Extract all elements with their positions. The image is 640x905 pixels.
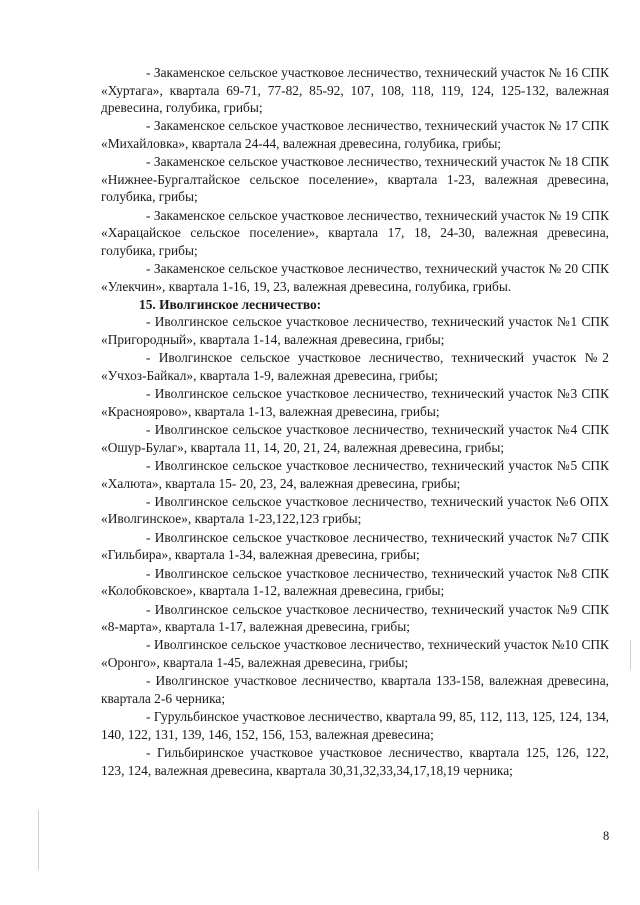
list-item: - Иволгинское сельское участковое лесничество, технический участок №1 СПК «Пригородный», квартала 1-14, валежная древесина, грибы; (101, 314, 609, 347)
list-item: - Иволгинское сельское участковое лесничество, технический участок №4 СПК «Ошур-Булаг», квартала 11, 14, 20, 21, 24, валежная древесина, грибы; (101, 422, 609, 455)
scan-edge-mark (630, 640, 631, 670)
list-item: - Закаменское сельское участковое лесничество, технический участок № 16 СПК «Хуртага», квартала 69-71, 77-82, 85-92, 107, 108, 118, 119, 124, 125-132, валежная древесина, голубика, грибы; (101, 65, 609, 115)
page-number: 8 (603, 829, 610, 843)
list-item: - Иволгинское участковое лесничество, квартала 133-158, валежная древесина, квартала 2-6 черника; (101, 673, 609, 706)
list-item: - Закаменское сельское участковое лесничество, технический участок № 17 СПК «Михайловка», квартала 24-44, валежная древесина, голубика, грибы; (101, 118, 609, 151)
list-item: - Иволгинское сельское участковое лесничество, технический участок №2 «Учхоз-Байкал», квартала 1-9, валежная древесина, грибы; (101, 350, 609, 383)
section-heading: 15. Иволгинское лесничество: (139, 296, 322, 312)
list-item: - Гурульбинское участковое лесничество, квартала 99, 85, 112, 113, 125, 124, 134, 140, 122, 131, 139, 146, 152, 156, 153, валежная древесина; (101, 709, 609, 742)
list-item: - Иволгинское сельское участковое лесничество, технический участок №5 СПК «Халюта», квартала 15- 20, 23, 24, валежная древесина, грибы; (101, 458, 609, 491)
list-item: - Иволгинское сельское участковое лесничество, технический участок №9 СПК «8-марта», квартала 1-17, валежная древесина, грибы; (101, 601, 609, 635)
list-item: - Закаменское сельское участковое лесничество, технический участок № 19 СПК «Харацайское сельское поселение», квартала 17, 18, 24-30, валежная древесина, голубика, грибы; (101, 207, 609, 258)
list-item: - Иволгинское сельское участковое лесничество, технический участок №6 ОПХ «Иволгинское», квартала 1-23,122,123 грибы; (101, 493, 609, 527)
list-item: - Иволгинское сельское участковое лесничество, технический участок №7 СПК «Гильбира», квартала 1-34, валежная древесина, грибы; (101, 529, 609, 563)
list-item: - Гильбиринское участковое участковое лесничество, квартала 125, 126, 122, 123, 124, валежная древесина, квартала 30,31,32,33,34,17,18,19 черника; (101, 745, 609, 778)
list-item: - Иволгинское сельское участковое лесничество, технический участок №8 СПК «Колобковское», квартала 1-12, валежная древесина, грибы; (101, 565, 609, 599)
list-item: - Иволгинское сельское участковое лесничество, технический участок №3 СПК «Красноярово», квартала 1-13, валежная древесина, грибы; (101, 386, 609, 419)
list-item: - Закаменское сельское участковое лесничество, технический участок № 18 СПК «Нижнее-Бургалтайское сельское поселение», квартала 1-23, валежная древесина, голубика, грибы; (101, 154, 609, 205)
list-item: - Закаменское сельское участковое лесничество, технический участок № 20 СПК «Улекчин», квартала 1-16, 19, 23, валежная древесина, голубика, грибы. (101, 261, 609, 294)
list-item: - Иволгинское сельское участковое лесничество, технический участок №10 СПК «Оронго», квартала 1-45, валежная древесина, грибы; (101, 637, 609, 670)
scan-edge-mark (38, 810, 39, 870)
document-body (101, 64, 609, 780)
